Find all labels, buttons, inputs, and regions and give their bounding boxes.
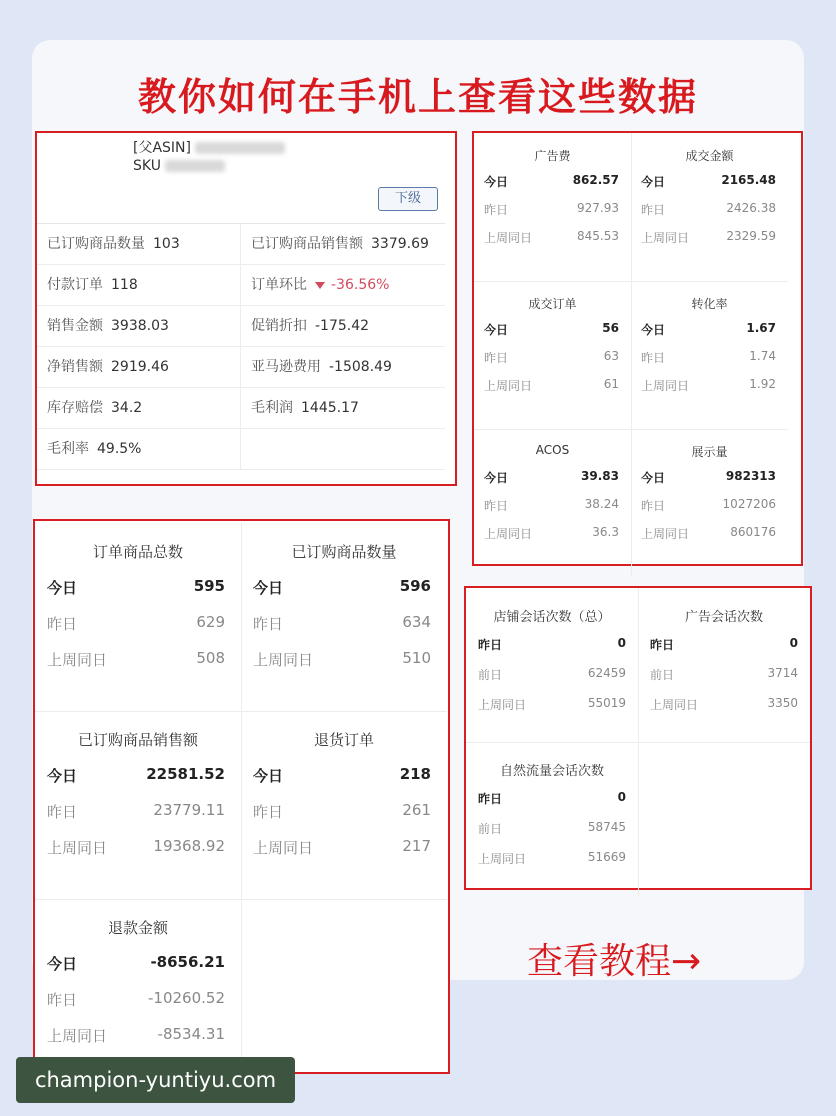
metric-title: 已订购商品数量 [291, 543, 397, 561]
period-value: 1.74 [749, 349, 776, 363]
period-label: 今日 [484, 323, 509, 337]
period-label: 昨日 [47, 615, 78, 633]
metric-title: 退货订单 [313, 731, 374, 749]
metric-row [35, 765, 241, 786]
grid-divider [631, 133, 632, 577]
period-value: 1.67 [746, 321, 776, 335]
period-label: 昨日 [47, 803, 78, 821]
metric-row [474, 229, 631, 246]
metric-title: 退款金额 [107, 919, 168, 937]
period-value: 23779.11 [153, 801, 225, 819]
orders-metrics-panel [33, 519, 450, 1074]
period-label: 上周同日 [253, 651, 314, 669]
view-tutorial-link[interactable]: 查看教程→ [527, 941, 702, 982]
period-label: 今日 [484, 471, 509, 485]
metric-row [474, 377, 631, 394]
metric-value: 3938.03 [111, 318, 169, 334]
product-metric-row [37, 388, 445, 429]
metric-row [631, 349, 788, 366]
metric-row [35, 801, 241, 822]
period-label: 今日 [641, 471, 666, 485]
ads-metric-block [474, 429, 631, 577]
metric-row [638, 636, 810, 653]
product-metric-cell [37, 429, 241, 469]
ads-metric-block [474, 133, 631, 281]
period-label: 昨日 [641, 351, 666, 365]
grid-divider [241, 523, 242, 1087]
product-metric-row [37, 429, 445, 470]
metric-label: 促销折扣 [251, 318, 307, 334]
grid-divider [35, 899, 447, 900]
metric-label: 已订购商品销售额 [251, 236, 363, 252]
period-value: 2329.59 [726, 229, 776, 243]
product-metric-cell [37, 306, 241, 346]
sub-level-button[interactable]: 下级 [378, 187, 438, 211]
period-value: 51669 [587, 850, 626, 864]
metric-title: 自然流量会话次数 [499, 764, 604, 779]
period-value: 595 [193, 577, 225, 595]
period-value: 596 [399, 577, 431, 595]
period-label: 今日 [47, 579, 78, 597]
metric-row [466, 790, 638, 807]
period-value: 261 [402, 801, 431, 819]
period-value: 63 [603, 349, 619, 363]
period-label: 上周同日 [641, 379, 690, 393]
metric-row [474, 349, 631, 366]
metric-title: 广告会话次数 [684, 610, 763, 625]
product-metric-cell [241, 265, 445, 305]
period-label: 上周同日 [650, 698, 699, 712]
period-value: 38.24 [584, 497, 619, 511]
product-metric-row [37, 224, 445, 265]
period-value: -8534.31 [157, 1025, 225, 1043]
blurred-sku [165, 160, 225, 172]
period-label: 昨日 [641, 203, 666, 217]
period-value: 629 [196, 613, 225, 631]
product-metric-row [37, 347, 445, 388]
orders-metric-block [241, 523, 447, 711]
metric-title: 成交金额 [685, 149, 734, 163]
product-metric-cell [241, 388, 445, 428]
period-label: 上周同日 [484, 231, 533, 245]
period-value: 1.92 [749, 377, 776, 391]
metric-label: 销售金额 [47, 318, 103, 334]
period-label: 上周同日 [641, 527, 690, 541]
metric-row [631, 377, 788, 394]
metric-row [631, 469, 788, 486]
period-value: -10260.52 [148, 989, 225, 1007]
period-label: 前日 [650, 668, 675, 682]
period-label: 昨日 [478, 792, 503, 806]
period-value: 2165.48 [721, 173, 776, 187]
period-value: 3350 [767, 696, 798, 710]
metric-title: 店铺会话次数（总） [493, 610, 611, 625]
parent-asin-label: [父ASIN] [133, 140, 191, 156]
sessions-metric-block [466, 588, 638, 742]
period-label: 今日 [641, 175, 666, 189]
metric-row [638, 696, 810, 713]
metric-title: ACOS [535, 443, 570, 457]
period-label: 上周同日 [47, 839, 108, 857]
metric-row [466, 820, 638, 837]
metric-row [474, 173, 631, 190]
period-value: 0 [789, 636, 798, 650]
metric-row [35, 1025, 241, 1046]
metric-label: 毛利润 [251, 400, 293, 416]
period-value: 2426.38 [726, 201, 776, 215]
product-metric-cell [241, 224, 445, 264]
grid-divider [466, 742, 810, 743]
period-value: 508 [196, 649, 225, 667]
metric-label: 毛利率 [47, 441, 89, 457]
period-label: 上周同日 [484, 527, 533, 541]
metric-row [631, 201, 788, 218]
metric-row [241, 649, 447, 670]
ads-metric-block [631, 429, 788, 577]
period-value: 510 [402, 649, 431, 667]
blurred-asin [195, 142, 285, 154]
metric-label: 付款订单 [47, 277, 103, 293]
metric-row [35, 989, 241, 1010]
metric-row [35, 953, 241, 974]
period-label: 今日 [47, 767, 78, 785]
period-label: 上周同日 [641, 231, 690, 245]
orders-metric-block [241, 711, 447, 899]
period-label: 昨日 [478, 638, 503, 652]
period-label: 昨日 [641, 499, 666, 513]
sessions-metrics-panel [464, 586, 812, 890]
orders-metric-block [35, 711, 241, 899]
grid-divider [474, 281, 788, 282]
metric-row [466, 696, 638, 713]
period-value: 845.53 [577, 229, 619, 243]
ads-metric-block [631, 133, 788, 281]
metric-title: 转化率 [691, 297, 728, 311]
period-label: 前日 [478, 668, 503, 682]
metric-title: 订单商品总数 [92, 543, 183, 561]
metric-label: 库存赔偿 [47, 400, 103, 416]
product-summary-panel [35, 131, 457, 486]
product-metric-cell [241, 347, 445, 387]
metric-value: -175.42 [315, 318, 370, 334]
period-label: 上周同日 [478, 852, 527, 866]
sessions-metric-block [638, 588, 810, 742]
sessions-metric-block [466, 742, 638, 896]
product-metric-cell [37, 265, 241, 305]
period-value: 36.3 [592, 525, 619, 539]
metric-row [474, 525, 631, 542]
period-label: 昨日 [650, 638, 675, 652]
period-value: 58745 [587, 820, 626, 834]
period-value: 0 [617, 790, 626, 804]
metric-title: 展示量 [691, 445, 728, 459]
period-label: 今日 [253, 767, 284, 785]
metric-label: 亚马逊费用 [251, 359, 321, 375]
period-value: 55019 [587, 696, 626, 710]
period-label: 上周同日 [484, 379, 533, 393]
metric-row [35, 577, 241, 598]
metric-value: 2919.46 [111, 359, 169, 375]
metric-title: 成交订单 [528, 297, 577, 311]
page-title: 教你如何在手机上查看这些数据 [137, 75, 698, 119]
product-metric-row [37, 306, 445, 347]
product-metrics-grid [37, 223, 445, 470]
metric-row [631, 497, 788, 514]
metric-label: 已订购商品数量 [47, 236, 145, 252]
period-label: 今日 [253, 579, 284, 597]
period-value: 22581.52 [146, 765, 225, 783]
metric-title: 广告费 [534, 149, 571, 163]
period-value: 1027206 [722, 497, 776, 511]
metric-row [241, 765, 447, 786]
metric-value: 3379.69 [371, 236, 429, 252]
orders-metric-block [35, 523, 241, 711]
metric-row [631, 525, 788, 542]
product-header [133, 139, 285, 175]
metric-row [474, 201, 631, 218]
period-label: 上周同日 [253, 839, 314, 857]
metric-title: 已订购商品销售额 [77, 731, 198, 749]
period-value: 860176 [730, 525, 776, 539]
metric-row [35, 613, 241, 634]
metric-value: -1508.49 [329, 359, 392, 375]
product-metric-cell [37, 224, 241, 264]
metric-row [241, 837, 447, 858]
grid-divider [35, 711, 447, 712]
product-metric-cell [241, 306, 445, 346]
period-label: 昨日 [484, 351, 509, 365]
metric-row [466, 850, 638, 867]
metric-row [35, 649, 241, 670]
metric-value: -36.56% [331, 277, 390, 293]
period-value: 927.93 [577, 201, 619, 215]
metric-value: 49.5% [97, 441, 142, 457]
metric-row [631, 173, 788, 190]
metric-row [241, 613, 447, 634]
period-label: 昨日 [484, 203, 509, 217]
metric-value: 34.2 [111, 400, 143, 416]
period-value: -8656.21 [150, 953, 225, 971]
metric-label: 订单环比 [251, 277, 307, 293]
period-label: 昨日 [47, 991, 78, 1009]
period-label: 昨日 [253, 803, 284, 821]
ads-metric-block [631, 281, 788, 429]
period-value: 39.83 [581, 469, 619, 483]
product-metric-cell [37, 347, 241, 387]
period-value: 61 [603, 377, 619, 391]
metric-row [466, 666, 638, 683]
metric-row [631, 321, 788, 338]
metric-value: 1445.17 [301, 400, 359, 416]
metric-row [35, 837, 241, 858]
metric-value: 118 [111, 277, 138, 293]
period-value: 634 [402, 613, 431, 631]
product-metric-cell [241, 429, 445, 469]
period-label: 上周同日 [47, 651, 108, 669]
period-value: 62459 [587, 666, 626, 680]
ads-metrics-panel [472, 131, 803, 566]
period-label: 上周同日 [47, 1027, 108, 1045]
period-value: 56 [602, 321, 619, 335]
watermark: champion-yuntiyu.com [16, 1057, 295, 1103]
period-label: 今日 [47, 955, 78, 973]
metric-value: 103 [153, 236, 180, 252]
period-value: 19368.92 [153, 837, 225, 855]
metric-row [474, 469, 631, 486]
period-label: 今日 [484, 175, 509, 189]
period-value: 862.57 [572, 173, 619, 187]
grid-divider [474, 429, 788, 430]
period-label: 今日 [641, 323, 666, 337]
period-value: 218 [399, 765, 431, 783]
product-metric-cell [37, 388, 241, 428]
ads-metric-block [474, 281, 631, 429]
period-value: 3714 [767, 666, 798, 680]
period-label: 前日 [478, 822, 503, 836]
metric-row [638, 666, 810, 683]
metric-row [466, 636, 638, 653]
period-value: 0 [617, 636, 626, 650]
trend-down-icon [315, 282, 325, 289]
metric-label: 净销售额 [47, 359, 103, 375]
metric-row [474, 497, 631, 514]
sku-label: SKU [133, 158, 161, 174]
metric-row [241, 801, 447, 822]
period-value: 982313 [725, 469, 776, 483]
metric-row [474, 321, 631, 338]
period-label: 昨日 [484, 499, 509, 513]
period-label: 昨日 [253, 615, 284, 633]
product-metric-row [37, 265, 445, 306]
period-label: 上周同日 [478, 698, 527, 712]
metric-row [631, 229, 788, 246]
metric-row [241, 577, 447, 598]
period-value: 217 [402, 837, 431, 855]
